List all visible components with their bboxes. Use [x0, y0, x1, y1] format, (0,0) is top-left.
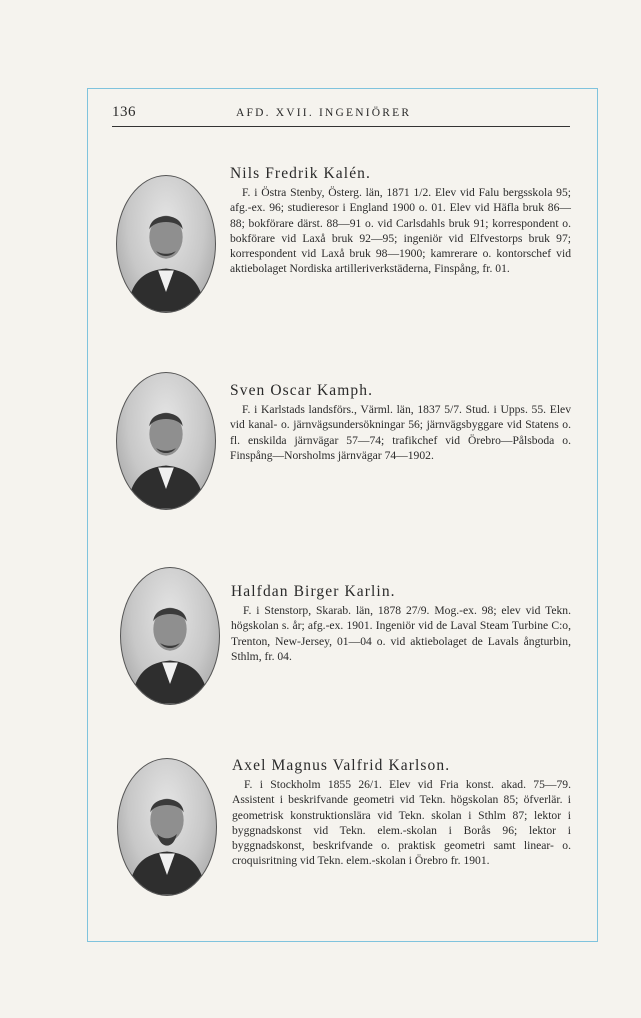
person-name: Axel Magnus Valfrid Karlson. — [232, 757, 451, 774]
person-name: Sven Oscar Kamph. — [230, 382, 374, 399]
person-name: Nils Fredrik Kalén. — [230, 165, 372, 182]
portrait-photo — [116, 175, 216, 313]
entry-karlin — [112, 583, 582, 723]
entry-karlson — [112, 757, 582, 902]
portrait-silhouette-icon — [117, 373, 215, 509]
portrait-photo — [116, 372, 216, 510]
portrait-silhouette-icon — [121, 568, 219, 704]
page-number: 136 — [112, 104, 136, 120]
person-name: Halfdan Birger Karlin. — [231, 583, 396, 600]
person-bio: F. i Stockholm 1855 26/1. Elev vid Fria konst. akad. 75—79. Assistent i beskrifvande geometri vid Tekn. högskolan 85; öfverlär. i geometrisk konstruktionslära vid Tekn. skolan i Sthlm 87; lektor i byggnadskonst vid Tekn. elem.-skolan i Borås 96; lektor i byggnadskonst, beskrifvande o. praktisk geometri samt linear- o. croquisritning vid Tekn. elem.-skolan i Örebro fr. 1901. — [232, 778, 571, 868]
entry-kamph — [112, 382, 582, 527]
person-bio: F. i Karlstads landsförs., Värml. län, 1837 5/7. Stud. i Upps. 55. Elev vid kanal- o. järnvägsundersökningar 56; järnvägsbyggare vid Statens o. fl. enskilda järnvägar 57—74; trafikchef vid Örebro—Pålsboda o. Finspång—Norsholms järnvägar 74—1902. — [230, 403, 571, 462]
portrait-photo — [120, 567, 220, 705]
person-bio: F. i Östra Stenby, Österg. län, 1871 1/2. Elev vid Falu bergsskola 95; afg.-ex. 96; studieresor i England 1900 o. 01. Elev vid Häfla bruk 86—88; bokförare därst. 88—91 o. vid Carlsdahls bruk 91; korrespondent o. bokförare vid Laxå bruk 92—95; ingeniör vid Elfvestorps bruk 97; korrespondent vid Laxå bruk 98—1900; kamrerare o. kontorschef vid aktiebolaget Nordiska artilleriverkstäderna, Finspång, fr. 01. — [230, 186, 571, 276]
portrait-silhouette-icon — [117, 176, 215, 312]
person-bio: F. i Stenstorp, Skarab. län, 1878 27/9. Mog.-ex. 98; elev vid Tekn. högskolan s. år; afg.-ex. 1901. Ingeniör vid de Laval Steam Turbine C:o, Trenton, New-Jersey, 01—04 o. vid aktiebolaget de Lavals ångturbin, Sthlm, fr. 04. — [231, 604, 571, 663]
portrait-silhouette-icon — [118, 759, 216, 895]
entry-kalen — [112, 165, 582, 325]
page-header — [112, 104, 570, 127]
portrait-photo — [117, 758, 217, 896]
running-title: AFD. XVII. INGENIÖRER — [236, 107, 412, 119]
